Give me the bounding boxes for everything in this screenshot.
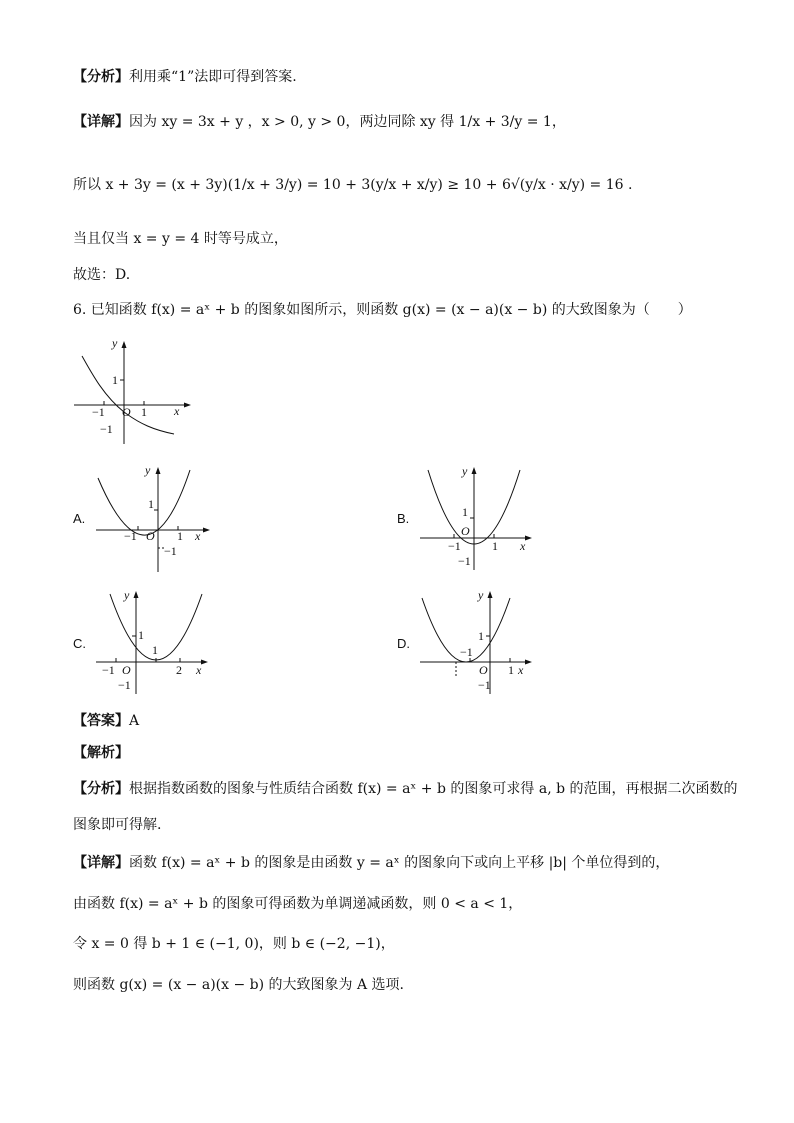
svg-text:−1: −1 [164,544,177,558]
svg-text:−1: −1 [92,405,105,419]
q5-step3: 当且仅当 x = y = 4 时等号成立， [73,231,288,247]
svg-text:−1: −1 [102,663,115,677]
svg-text:O: O [122,405,131,419]
svg-text:1: 1 [508,663,514,677]
detail-tag: 【详解】 [73,114,129,130]
q5-answer: 故选：D. [73,267,131,283]
q6-step2: 由函数 f(x) = aˣ + b 的图象可得函数为单调递减函数，则 0 < a < 1， [73,896,523,912]
given-graph [70,336,200,448]
q6-solution-header [73,743,129,763]
option-a-graph[interactable] [92,462,220,574]
svg-text:x: x [518,663,524,677]
q5-detail [73,112,566,132]
svg-text:1: 1 [148,497,154,511]
svg-text:−1: −1 [100,422,113,436]
svg-text:2: 2 [176,663,182,677]
q5-analysis [73,67,297,87]
detail-tag: 【详解】 [73,855,129,871]
svg-text:1: 1 [138,628,144,642]
svg-text:1: 1 [177,529,183,543]
analysis-text: 根据指数函数的图象与性质结合函数 f(x) = aˣ + b 的图象可求得 a, b 的范围，再根据二次函数的 [129,781,738,797]
q6-step4: 则函数 g(x) = (x − a)(x − b) 的大致图象为 A 选项. [73,977,404,993]
detail-text: 因为 xy = 3x + y ，x > 0, y > 0，两边同除 xy 得 1/x + 3/y = 1， [129,114,566,130]
svg-text:1: 1 [152,643,158,657]
svg-text:−1: −1 [124,529,137,543]
svg-text:x: x [520,539,526,553]
option-b-graph[interactable] [416,462,544,574]
solution-tag: 【解析】 [73,745,129,761]
svg-text:−1: −1 [478,678,491,692]
svg-text:−1: −1 [458,554,471,568]
svg-text:O: O [122,663,131,677]
answer-tag: 【答案】 [73,713,129,729]
q6-analysis-cont: 图象即可得解. [73,817,162,833]
option-b-label[interactable]: B. [397,511,410,526]
svg-text:−1: −1 [118,678,131,692]
svg-text:y: y [112,336,118,350]
svg-text:y: y [124,588,130,602]
svg-text:1: 1 [112,373,118,387]
svg-text:x: x [195,529,201,543]
option-d-graph[interactable] [416,586,544,698]
svg-text:1: 1 [492,539,498,553]
q6-step3: 令 x = 0 得 b + 1 ∈ (−1, 0)，则 b ∈ (−2, −1)， [73,936,395,952]
svg-text:O: O [461,524,470,538]
option-c-label[interactable]: C. [73,636,86,651]
answer-value: A [129,713,140,729]
svg-text:y: y [462,464,468,478]
svg-text:y: y [478,588,484,602]
q5-step2: 所以 x + 3y = (x + 3y)(1/x + 3/y) = 10 + 3(y/x + x/y) ≥ 10 + 6√(y/x · x/y) = 16 . [73,177,633,193]
option-a-label[interactable]: A. [73,511,86,526]
svg-text:1: 1 [141,405,147,419]
svg-text:−1: −1 [448,539,461,553]
detail-text: 函数 f(x) = aˣ + b 的图象是由函数 y = aˣ 的图象向下或向上平移 |b| 个单位得到的， [129,855,670,871]
q6-stem: 6. 已知函数 f(x) = aˣ + b 的图象如图所示，则函数 g(x) = (x − a)(x − b) 的大致图象为（ ） [73,302,692,318]
svg-text:O: O [146,529,155,543]
q6-detail [73,853,669,873]
option-d-label[interactable]: D. [397,636,410,651]
svg-text:y: y [145,463,151,477]
svg-text:1: 1 [462,505,468,519]
svg-text:x: x [174,404,180,418]
svg-text:−1: −1 [460,645,473,659]
svg-text:1: 1 [478,629,484,643]
analysis-tag: 【分析】 [73,781,129,797]
option-c-graph[interactable] [92,586,220,698]
svg-text:x: x [196,663,202,677]
q6-analysis [73,779,738,799]
svg-text:O: O [479,663,488,677]
q6-answer [73,711,139,731]
analysis-text: 利用乘“1”法即可得到答案. [129,69,297,85]
analysis-tag: 【分析】 [73,69,129,85]
